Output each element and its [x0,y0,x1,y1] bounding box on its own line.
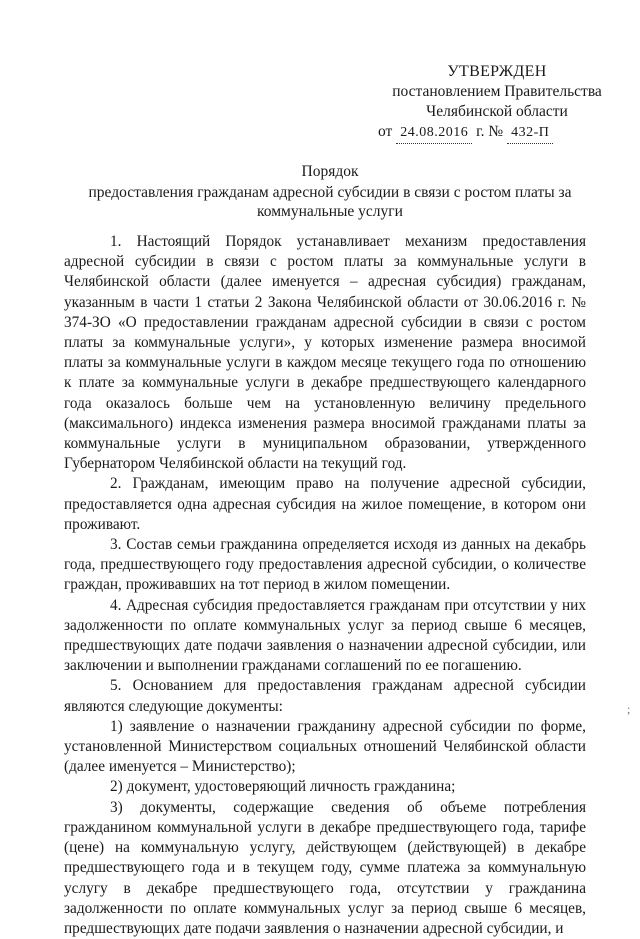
title-main: Порядок [301,163,359,180]
paragraph-1: 1. Настоящий Порядок устанавливает механизм предоставления адресной субсидии в связи с ростом платы за коммунальные услуги в Челябинской области (далее именуется – адресная субсидия) гражданам, указанным в части 1 статьи 2 Закона Челябинской области от 30.06.2016 г. № 374-ЗО «О предоставлении гражданам адресной субсидии в связи с ростом платы за коммунальные услуги», у которых изменение размера вносимой платы за коммунальные услуги в каждом месяце текущего года по отношению к плате за коммунальные услуги в декабре предшествующего календарного года оказалось больше чем на установленную величину предельного (максимального) индекса изменения размера вносимой гражданами платы за коммунальные услуги в муниципальном образовании, утвержденного Губернатором Челябинской области на текущий год. [64,233,586,473]
list-item-3: 3) документы, содержащие сведения об объеме потребления гражданином коммунальной услуги в декабре предшествующего года, тарифе (цене) на коммунальную услугу, действующем (действующей) в декабре предшествующего года и в текущем году, сумме платежа за коммунальную услугу в декабре предшествующего года, отсутствии у гражданина задолженности по оплате коммунальных услуг за период свыше 6 месяцев, предшествующих дате подачи заявления о назначении адресной субсидии, и [64,798,586,937]
approval-line-2: Челябинской области [426,103,568,120]
list-item-2: 2) документ, удостоверяющий личность гражданина; [110,778,456,796]
date-suffix: г. № [476,123,504,140]
list-item-1: 1) заявление о назначении гражданину адресной субсидии по форме, установленной Министерством социальных отношений Челябинской области (далее именуется – Министерство); [64,717,586,776]
paragraph-5: 5. Основанием для предоставления гражданам адресной субсидии являются следующие документы: [64,677,586,715]
paragraph-4: 4. Адресная субсидия предоставляется гражданам при отсутствии у них задолженности по оплате коммунальных услуг за период свыше 6 месяцев, предшествующих дате подачи заявления о назначении адресной субсидии, или заключении и выполнении гражданами соглашений по ее погашению. [64,596,586,675]
paragraph-3: 3. Состав семьи гражданина определяется исходя из данных на декабрь года, предшествующего году предоставления адресной субсидии, о количестве граждан, проживавших на тот период в жилом помещении. [64,536,586,594]
date-value: 24.08.2016 [396,123,472,144]
approval-stamp-block [372,62,622,144]
approval-heading: УТВЕРЖДЕН [447,63,547,80]
decree-number: 432-П [507,123,553,144]
approval-line-1: постановлением Правительства [392,83,602,100]
date-prefix: от [378,123,393,140]
approval-date-line [372,122,622,144]
margin-mark: ; [627,702,631,716]
document-body [64,232,586,939]
document-title [60,162,600,221]
paragraph-2: 2. Гражданам, имеющим право на получение адресной субсидии, предоставляется одна адресная субсидия на жилое помещение, в котором они проживают. [64,475,586,533]
title-sub: предоставления гражданам адресной субсидии в связи с ростом платы за коммунальные услуги [88,184,572,220]
